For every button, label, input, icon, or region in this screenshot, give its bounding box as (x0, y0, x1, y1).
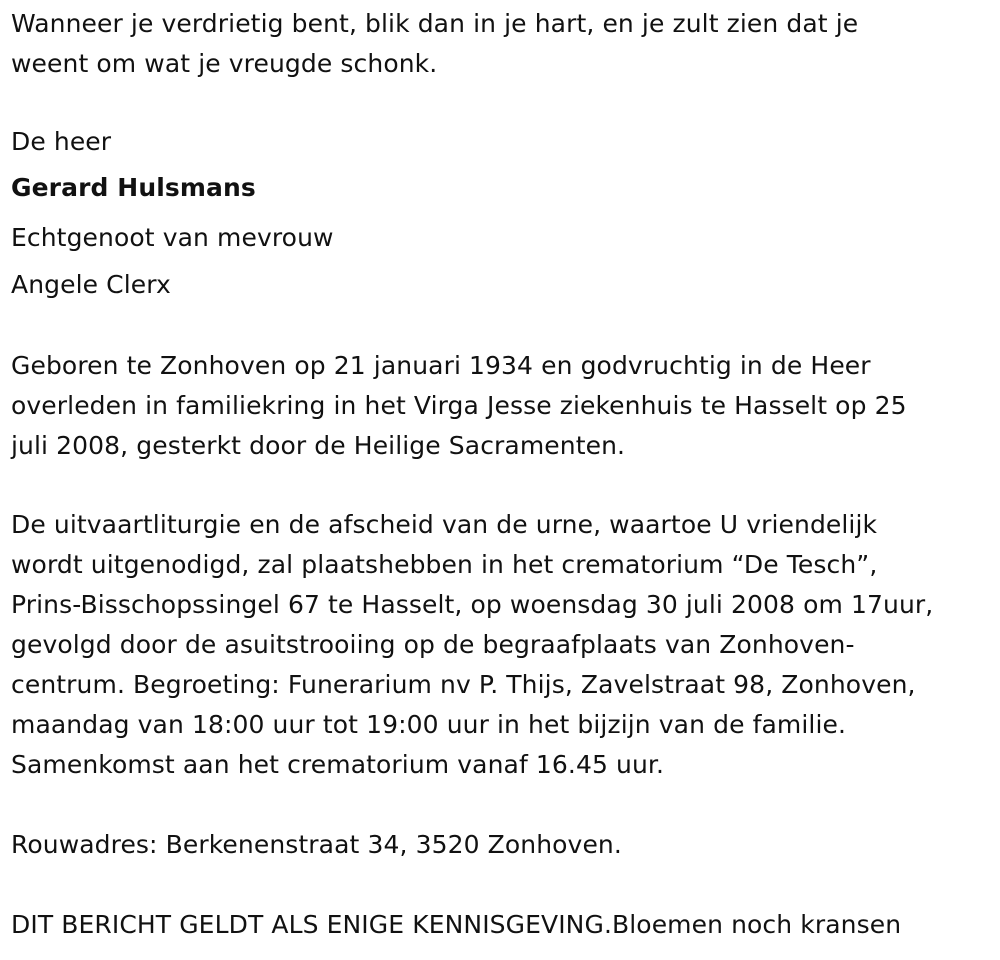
motto-line: weent om wat je vreugde schonk. (11, 49, 438, 78)
funeral-paragraph (11, 505, 991, 785)
motto-paragraph (11, 0, 991, 84)
obituary-document (11, 0, 991, 945)
paragraph-line: De uitvaartliturgie en de afscheid van de urne, waartoe U vriendelijk (11, 510, 878, 539)
paragraph-line: Prins-Bisschopssingel 67 te Hasselt, op woensdag 30 juli 2008 om 17uur, (11, 590, 934, 619)
paragraph-line: maandag van 18:00 uur tot 19:00 uur in het bijzijn van de familie. (11, 710, 847, 739)
paragraph-line: wordt uitgenodigd, zal plaatshebben in het crematorium “De Tesch”, (11, 550, 878, 579)
paragraph-line: juli 2008, gesterkt door de Heilige Sacramenten. (11, 431, 626, 460)
paragraph-line: Geboren te Zonhoven op 21 januari 1934 en godvruchtig in de Heer (11, 351, 871, 380)
mourning-address: Rouwadres: Berkenenstraat 34, 3520 Zonhoven. (11, 830, 622, 859)
paragraph-line: gevolgd door de asuitstrooiing op de begraafplaats van Zonhoven- (11, 630, 855, 659)
paragraph-line: overleden in familiekring in het Virga Jesse ziekenhuis te Hasselt op 25 (11, 391, 907, 420)
spouse-name: Angele Clerx (11, 270, 171, 299)
deceased-name: Gerard Hulsmans (11, 173, 256, 202)
motto-line: Wanneer je verdrietig bent, blik dan in je hart, en je zult zien dat je (11, 9, 859, 38)
paragraph-line: Samenkomst aan het crematorium vanaf 16.45 uur. (11, 750, 665, 779)
salutation: De heer (11, 127, 112, 156)
birth-death-paragraph (11, 346, 991, 466)
notice-text: DIT BERICHT GELDT ALS ENIGE KENNISGEVING.Bloemen noch kransen (11, 910, 902, 939)
spouse-relation: Echtgenoot van mevrouw (11, 223, 334, 252)
paragraph-line: centrum. Begroeting: Funerarium nv P. Thijs, Zavelstraat 98, Zonhoven, (11, 670, 916, 699)
